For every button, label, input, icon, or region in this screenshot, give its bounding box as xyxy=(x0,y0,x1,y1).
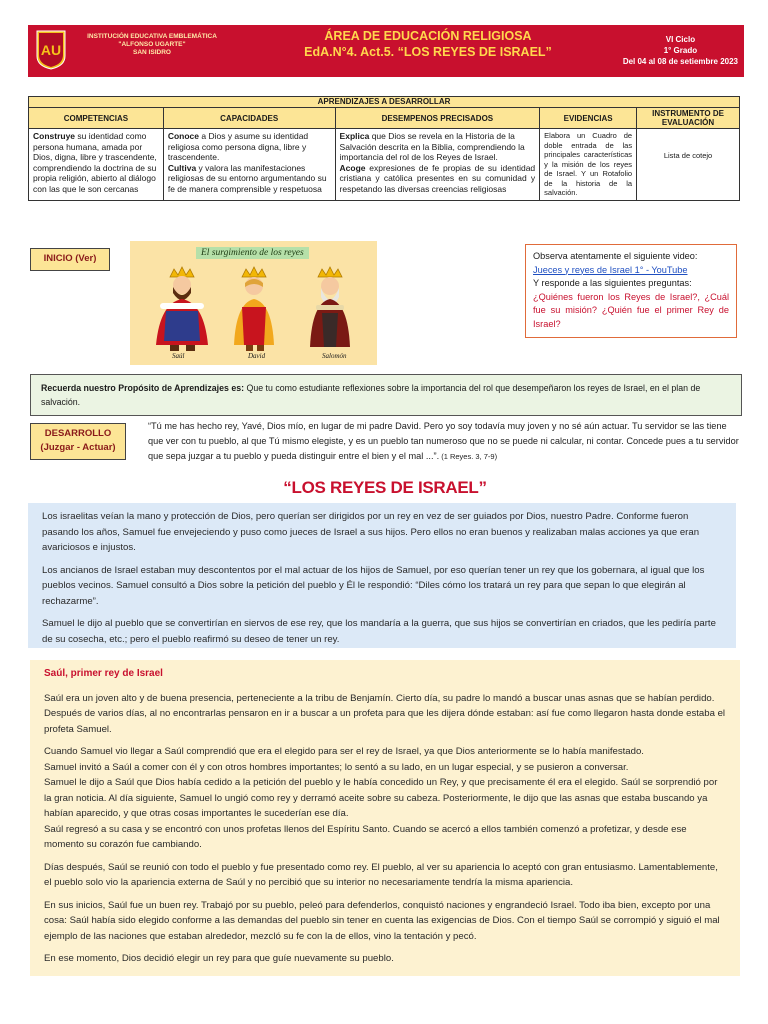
grade-label: 1° Grado xyxy=(663,46,698,55)
video-intro: Observa atentamente el siguiente video: xyxy=(533,251,698,261)
course-meta xyxy=(623,34,738,67)
purpose-text: Que tu como estudiante reflexiones sobre la importancia del rol que desempeñaron los reyes de Israel, en el plan de salvación. xyxy=(41,383,701,407)
desempeno-2 xyxy=(340,163,536,195)
page-title: ÁREA DE EDUCACIÓN RELIGIOSA xyxy=(324,29,532,43)
quote-reference: (1 Reyes. 3, 7-9) xyxy=(439,452,498,461)
desempeno-2-text: expresiones de fe propias de su identidad cristiana y católica presentes en su comunidad y respetando las diversas creencias religiosas xyxy=(339,162,536,194)
king-saul-figure xyxy=(156,267,208,351)
desempenos-cell xyxy=(335,129,540,201)
learning-purpose xyxy=(30,374,742,416)
intro-paragraph: Los israelitas veían la mano y protección de Dios, pero querían ser dirigidos por un rey en vez de ser guiados por Dios, nuestro Padre. Conforme fueron pasando los años, Samuel fue envejeciendo y puso como jueces de Israel a sus hijos. Pero ellos no eran buenos y realizaban malas acciones ya que eran avariciosos e injustos. xyxy=(42,511,700,553)
saul-paragraph-part: Cuando Samuel vio llegar a Saúl comprendió que era el elegido para ser el rey de Israel, ya que Dios anteriormente se lo había manifestado. xyxy=(44,746,644,757)
school-logo xyxy=(36,30,66,70)
saul-heading: Saúl, primer rey de Israel xyxy=(44,668,163,679)
evidencias-cell: Elabora un Cuadro de doble entrada de las principales características y la misión de los reyes de Israel. Y un Rotafolio de la historia de la salvación. xyxy=(540,129,637,201)
page-subtitle: EdA.N°4. Act.5. “LOS REYES DE ISRAEL” xyxy=(304,45,552,59)
table-caption: APRENDIZAJES A DESARROLLAR xyxy=(29,97,740,108)
title-block xyxy=(248,28,608,61)
desempeno-1-text: que Dios se revela en la Historia de la Salvación descrita en la Biblia, comprendiendo la importancia del rol de los Reyes de Israel. xyxy=(339,131,525,162)
capacidad-2-text: y valora las manifestaciones religiosas de su entorno argumentando su fe de manera comprensible y respetuosa xyxy=(167,162,327,194)
king-label-salomon: Salomón xyxy=(322,352,347,360)
desempeno-1 xyxy=(340,131,536,163)
video-instructions xyxy=(525,244,737,338)
col-header-capacidades: CAPACIDADES xyxy=(163,108,335,129)
capacidad-2-verb: Cultiva xyxy=(167,162,197,173)
saul-paragraph-part: Samuel invitó a Saúl a comer con él y con otros hombres importantes; lo sentó a su lado, en un lugar especial, y se pusieron a conversar. xyxy=(44,761,629,773)
video-link[interactable]: Jueces y reyes de Israel 1° - YouTube xyxy=(533,264,688,275)
col-header-instrumento: INSTRUMENTO DE EVALUACIÓN xyxy=(637,108,740,129)
saul-paragraph: Saúl era un joven alto y de buena presencia, perteneciente a la tribu de Benjamín. Cierto día, su padre lo mandó a buscar unas asnas que se habían perdido. Después de varios días, al no encontrarlas pensaron en ir a buscar a un profeta para que les dijera dónde estaban: así fue como llegaron hasta donde estaba el profeta Samuel. xyxy=(44,692,726,735)
kings-figures xyxy=(130,241,377,365)
kings-illustration xyxy=(130,241,377,365)
date-range: Del 04 al 08 de setiembre 2023 xyxy=(622,57,738,66)
school-line-1: INSTITUCIÓN EDUCATIVA EMBLEMÁTICA xyxy=(87,33,217,40)
header-banner xyxy=(28,25,744,77)
king-label-david: David xyxy=(248,352,266,360)
video-instruction: Y responde a las siguientes preguntas: xyxy=(533,278,692,288)
school-name xyxy=(72,33,232,57)
intro-paragraph: Samuel le dijo al pueblo que se convertirían en siervos de ese rey, que los mandaría a la guerra, que sus hijos se convertirían en criados, que les pediría parte de su cosecha, etc.; pero el pueblo reafirmó su deseo de tener un rey. xyxy=(42,618,716,645)
col-header-competencias: COMPETENCIAS xyxy=(29,108,164,129)
bible-quote xyxy=(148,419,740,464)
intro-section xyxy=(28,503,736,648)
purpose-label: Recuerda nuestro Propósito de Aprendizajes es: xyxy=(41,383,245,393)
desarrollo-label-2: (Juzgar - Actuar) xyxy=(40,442,116,453)
section-title: “LOS REYES DE ISRAEL” xyxy=(283,478,487,497)
desarrollo-label-1: DESARROLLO xyxy=(44,428,112,439)
col-header-evidencias: EVIDENCIAS xyxy=(540,108,637,129)
kings-illustration-title: El surgimiento de los reyes xyxy=(196,247,309,259)
capacidad-2 xyxy=(168,163,331,195)
saul-paragraph-part: Samuel le dijo a Saúl que Dios había cedido a la petición del pueblo y le había concedido un Rey, y que precisamente él era el elegido. Saúl se sorprendió por la gran noticia. Al día siguiente, Samuel lo ungió como rey y derramó aceite sobre su cabeza. Posteriormente, le dijo que las asnas que estaba buscando ya habían aparecido, y que otras cosas importantes le sucederían ese día. xyxy=(44,777,718,819)
desarrollo-label xyxy=(30,423,126,460)
learning-table xyxy=(28,96,740,201)
instrumento-cell: Lista de cotejo xyxy=(637,129,740,201)
video-questions: ¿Quiénes fueron los Reyes de Israel?, ¿Cuál fue su misión? ¿Quién fue el primer Rey de Israel? xyxy=(533,291,729,329)
col-header-desempenos: DESEMPENOS PRECISADOS xyxy=(335,108,540,129)
king-salomon-figure xyxy=(310,267,350,347)
competencia-verb: Construye xyxy=(33,131,76,141)
school-line-3: SAN ISIDRO xyxy=(133,49,171,56)
intro-paragraph: Los ancianos de Israel estaban muy descontentos por el mal actuar de los hijos de Samuel, por eso querían tener un rey que los gobernara, al igual que los pueblos vecinos. Samuel consultó a Dios sobre la petición del pueblo y Él le respondió: “Diles cómo los tratará un rey para que sepan lo que elegirán al rechazarme”. xyxy=(42,564,705,607)
saul-paragraph: En sus inicios, Saúl fue un buen rey. Trabajó por su pueblo, peleó para defenderlos, conquistó naciones y engrandeció Israel. Todo iba bien, excepto por una cosa: Saúl había sido elegido conforme a las demandas del pueblo sin tener en cuenta las exigencias de Dios. Con el tiempo Saúl se corrompió y siguió el mal ejemplo de las naciones que estaban alrededor, mezcló su fe con la de ellos, vino la tentación y pecó. xyxy=(44,899,720,942)
saul-paragraph: Días después, Saúl se reunió con todo el pueblo y fue presentado como rey. El pueblo, al ver su apariencia lo aceptó con gran entusiasmo. Lamentablemente, el pueblo solo vio la apariencia externa de Saúl y no percibió que su interior no necesariamente tendría la misma apariencia. xyxy=(44,861,718,888)
saul-paragraph: En ese momento, Dios decidió elegir un rey para que guíe nuevamente su pueblo. xyxy=(44,953,394,964)
competencia-text: su identidad como persona humana, amada por Dios, digna, libre y trascendente, comprendiendo la doctrina de su propia religión, abierto al diálogo con las que le son cercanas xyxy=(33,131,157,194)
desempeno-2-verb: Acoge xyxy=(339,162,366,173)
capacidad-1-verb: Conoce xyxy=(167,131,199,141)
capacidad-1 xyxy=(168,131,331,163)
king-label-saul: Saúl xyxy=(172,352,185,360)
saul-section xyxy=(30,660,740,976)
quote-text: “Tú me has hecho rey, Yavé, Dios mío, en lugar de mi padre David. Pero yo soy todavía muy joven y no sé aún actuar. Tu servidor se las tiene que ver con tu pueblo, al que Tú mismo elegiste, y es un pueblo tan numeroso que no se puede ni calcular, ni contar. Concede pues a tu servidor que sepa juzgar a tu pueblo y pueda distinguir entre el bien y el mal ...”. xyxy=(148,421,739,461)
capacidades-cell xyxy=(163,129,335,201)
desempeno-1-verb: Explica xyxy=(339,131,370,141)
king-david-figure xyxy=(234,267,274,351)
saul-paragraph xyxy=(44,744,726,853)
cycle-label: VI Ciclo xyxy=(665,35,696,44)
inicio-label: INICIO (Ver) xyxy=(30,248,110,271)
saul-paragraph-part: Saúl regresó a su casa y se encontró con unos profetas llenos del Espíritu Santo. Cuando se acercó a ellos también comenzó a profetizar, y desde ese momento su corazón fue cambiando. xyxy=(44,823,687,850)
competencia-cell xyxy=(29,129,164,201)
logo-text: AU xyxy=(40,42,62,58)
capacidad-1-text: a Dios y asume su identidad religiosa como persona digna, libre y trascendente. xyxy=(167,131,309,162)
school-line-2: "ALFONSO UGARTE" xyxy=(118,41,186,48)
